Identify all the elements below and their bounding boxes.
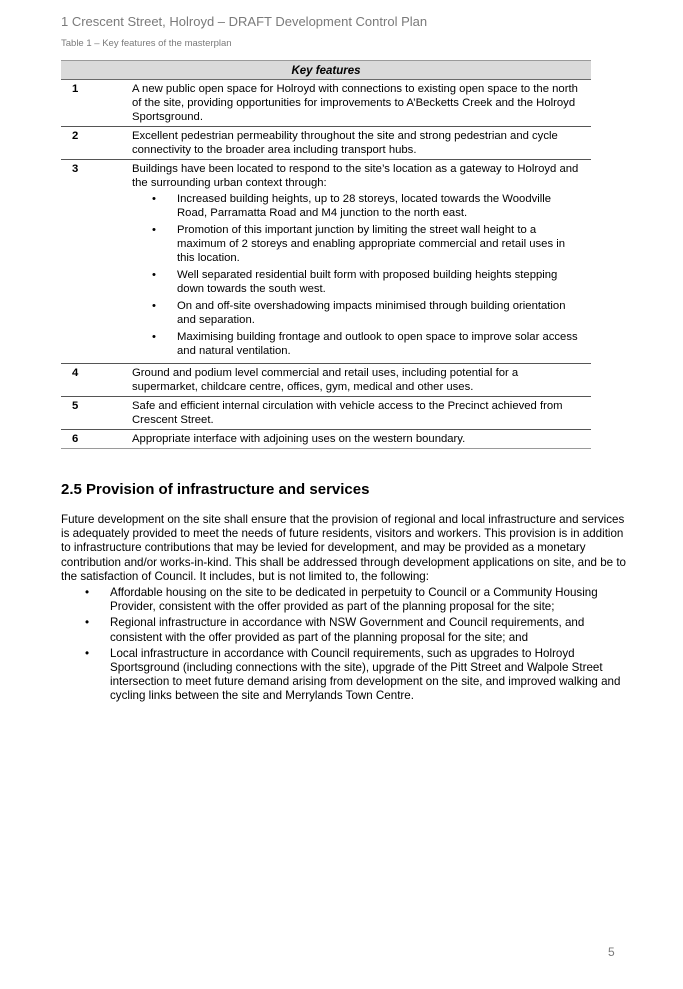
row-number: 2 [72, 130, 79, 142]
list-item [132, 192, 583, 220]
bullet-icon: • [152, 331, 156, 343]
section-heading: 2.5 Provision of infrastructure and services [61, 481, 370, 498]
table-heading: Key features [61, 60, 591, 80]
list-item-text: Increased building heights, up to 28 storeys, located towards the Woodville Road, Parramatta Road and M4 junction to the north east. [177, 193, 552, 219]
row-number: 5 [72, 400, 79, 412]
bullet-icon: • [152, 300, 156, 312]
row-bullet-list [132, 192, 583, 358]
list-item-text: Maximising building frontage and outlook to open space to improve solar access and natural ventilation. [177, 331, 578, 357]
section-bullet-list [61, 586, 626, 704]
page-number: 5 [608, 945, 615, 959]
row-description: A new public open space for Holroyd with connections to existing open space to the north of the site, providing opportunities for improvements to A’Becketts Creek and the Holroyd Sportsground. [132, 83, 578, 123]
running-header: 1 Crescent Street, Holroyd – DRAFT Development Control Plan [61, 14, 428, 29]
row-description: Excellent pedestrian permeability throughout the site and strong pedestrian and cycle connectivity to the broader area including transport hubs. [132, 130, 558, 156]
list-item [61, 647, 626, 704]
list-item [61, 586, 626, 614]
table-row [61, 364, 591, 397]
row-description: Ground and podium level commercial and retail uses, including potential for a supermarket, childcare centre, offices, gym, medical and other uses. [132, 367, 519, 393]
list-item-text: Affordable housing on the site to be dedicated in perpetuity to Council or a Community Housing Provider, consistent with the offer provided as part of the planning proposal for the site; [110, 586, 598, 614]
section-intro-paragraph: Future development on the site shall ensure that the provision of regional and local infrastructure and services is adequately provided to meet the needs of future residents, visitors and workers. This provision is in addition to infrastructure contributions that may be levied for development, and may be provided as a monetary contribution and/or works-in-kind. This shall be addressed through development applications on site, and be to the satisfaction of Council. It includes, but is not limited to, the following: [61, 513, 626, 583]
key-features-table [61, 60, 591, 449]
list-item-text: Promotion of this important junction by limiting the street wall height to a maximum of 2 storeys and enabling appropriate commercial and retail uses in this location. [177, 224, 566, 264]
row-description: Safe and efficient internal circulation with vehicle access to the Precinct achieved from Crescent Street. [132, 400, 563, 426]
row-number: 4 [72, 367, 79, 379]
row-number: 1 [72, 83, 79, 95]
row-description: Appropriate interface with adjoining uses on the western boundary. [132, 433, 466, 445]
table-row [61, 80, 591, 127]
bullet-icon: • [85, 616, 90, 630]
table-row [61, 160, 591, 364]
list-item-text: Local infrastructure in accordance with Council requirements, such as upgrades to Holroyd Sportsground (including connections with the site), upgrade of the Pitt Street and Walpole Street intersection to meet future demand arising from development on the site, and improved walking and cycling links between the site and Merrylands Town Centre. [110, 646, 621, 703]
section-body [61, 513, 626, 706]
table-row [61, 430, 591, 449]
bullet-icon: • [152, 193, 156, 205]
list-item-text: On and off-site overshadowing impacts minimised through building orientation and separation. [177, 300, 566, 326]
table-row [61, 397, 591, 430]
list-item [61, 616, 626, 644]
table-caption: Table 1 – Key features of the masterplan [61, 38, 232, 49]
list-item [132, 268, 583, 296]
list-item-text: Well separated residential built form with proposed building heights stepping down towards the south west. [177, 269, 558, 295]
list-item-text: Regional infrastructure in accordance with NSW Government and Council requirements, and consistent with the offer provided as part of the planning proposal for the site; and [110, 616, 585, 644]
row-description [132, 162, 591, 361]
bullet-icon: • [152, 224, 156, 236]
bullet-icon: • [85, 586, 90, 600]
list-item [132, 223, 583, 265]
row-number: 6 [72, 433, 79, 445]
row-intro-text: Buildings have been located to respond to the site’s location as a gateway to Holroyd and the surrounding urban context through: [132, 163, 579, 189]
bullet-icon: • [85, 646, 90, 660]
list-item [132, 299, 583, 327]
table-row [61, 127, 591, 160]
bullet-icon: • [152, 269, 156, 281]
list-item [132, 330, 583, 358]
row-number: 3 [72, 163, 79, 175]
